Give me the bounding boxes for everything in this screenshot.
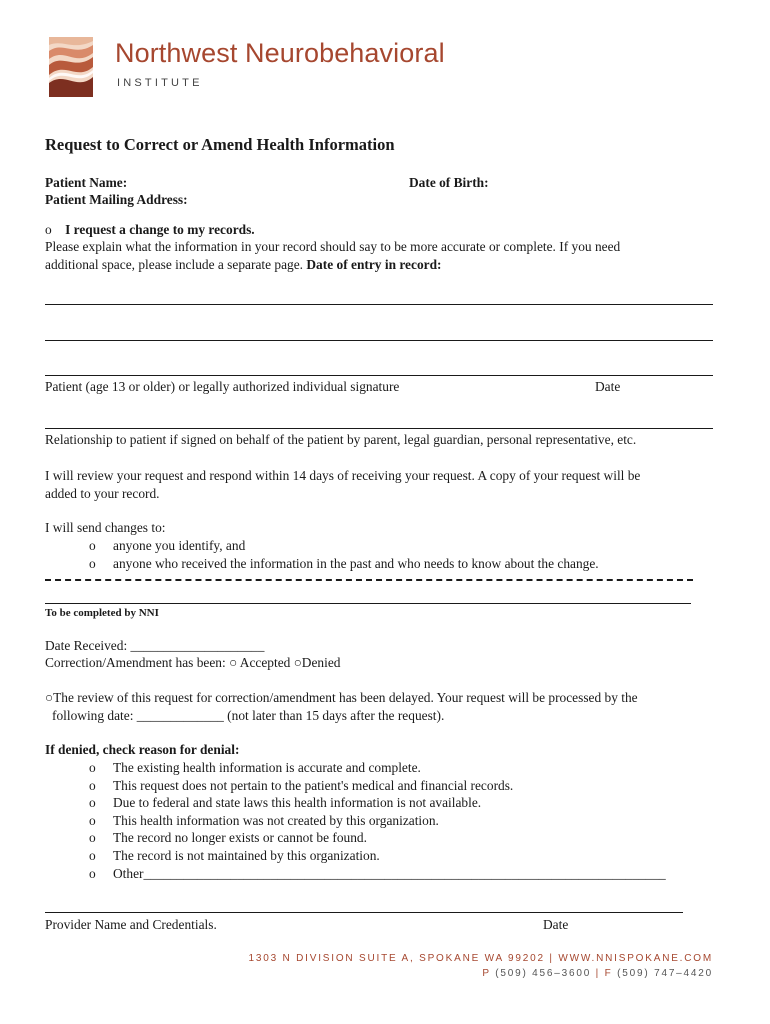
organization-subtitle: INSTITUTE: [117, 77, 203, 89]
date-of-entry-label: Date of entry in record:: [306, 257, 442, 272]
nni-wave-logo-icon: [49, 37, 93, 97]
section-separator-dashed: [45, 579, 693, 581]
footer-address: 1303 N DIVISION SUITE A, SPOKANE WA 99202 | WWW.NNISPOKANE.COM: [248, 953, 713, 964]
date-received-field[interactable]: Date Received: ____________________: [45, 638, 265, 653]
send-bullet: [89, 556, 599, 572]
request-change-option[interactable]: [45, 222, 255, 238]
footer-separator: |: [595, 968, 601, 979]
review-statement-line-1: I will review your request and respond within 14 days of receiving your request. A copy of your request will be: [45, 468, 641, 483]
office-section-heading: To be completed by NNI: [45, 607, 159, 619]
correction-status-row: [45, 655, 340, 671]
denial-reason-item[interactable]: [89, 795, 481, 811]
send-bullet: [89, 538, 245, 554]
fax-number: (509) 747–4420: [617, 968, 713, 979]
request-change-label: I request a change to my records.: [65, 222, 255, 237]
send-bullet-text: anyone you identify, and: [113, 538, 246, 553]
signature-line[interactable]: [45, 375, 713, 376]
denial-reason-text: The record is not maintained by this organization.: [113, 848, 380, 863]
denial-reason-text: This health information was not created by this organization.: [113, 813, 439, 828]
denied-option[interactable]: ○Denied: [293, 655, 341, 670]
denial-reason-item[interactable]: [89, 848, 380, 864]
phone-number: (509) 456–3600: [495, 968, 592, 979]
signature-label: Patient (age 13 or older) or legally authorized individual signature: [45, 379, 400, 394]
relationship-label: Relationship to patient if signed on behalf of the patient by parent, legal guardian, personal representative, etc.: [45, 432, 637, 447]
denial-reason-text: The existing health information is accurate and complete.: [113, 760, 421, 775]
explain-text-line-2: [45, 257, 442, 273]
phone-prefix: P: [482, 968, 491, 979]
correction-status-label: Correction/Amendment has been:: [45, 655, 226, 670]
denial-reason-checkbox[interactable]: o: [89, 795, 96, 810]
denial-reason-checkbox[interactable]: o: [89, 760, 96, 775]
provider-label: Provider Name and Credentials.: [45, 917, 217, 932]
explain-line-1[interactable]: [45, 304, 713, 305]
provider-date-label: Date: [543, 917, 569, 932]
explain-text-line-1: Please explain what the information in your record should say to be more accurate or complete. If you need: [45, 239, 621, 254]
denial-reason-item[interactable]: [89, 813, 439, 829]
denial-reason-text: Due to federal and state laws this health information is not available.: [113, 795, 482, 810]
bullet-marker: o: [89, 556, 96, 571]
section-separator-solid: [45, 603, 691, 604]
organization-name: Northwest Neurobehavioral: [115, 38, 445, 68]
denial-reason-checkbox[interactable]: o: [89, 778, 96, 793]
signature-date-label: Date: [595, 379, 621, 394]
date-of-birth-label: Date of Birth:: [409, 175, 489, 190]
delay-date-line[interactable]: following date: _____________ (not later than 15 days after the request).: [52, 708, 445, 723]
relationship-line[interactable]: [45, 428, 713, 429]
patient-mailing-address-label: Patient Mailing Address:: [45, 192, 188, 207]
denial-reason-checkbox[interactable]: o: [89, 830, 96, 845]
denial-heading: If denied, check reason for denial:: [45, 742, 240, 757]
patient-name-label: Patient Name:: [45, 175, 128, 190]
denial-reason-other-text[interactable]: Other______________________________________________________________________________: [113, 866, 666, 881]
denial-reason-item[interactable]: [89, 760, 421, 776]
fax-prefix: F: [604, 968, 613, 979]
request-change-radio[interactable]: o: [45, 222, 52, 237]
provider-signature-line[interactable]: [45, 912, 683, 913]
denial-reason-checkbox[interactable]: o: [89, 866, 96, 881]
bullet-marker: o: [89, 538, 96, 553]
send-bullet-text: anyone who received the information in the past and who needs to know about the change.: [113, 556, 599, 571]
explain-line-2[interactable]: [45, 340, 713, 341]
denial-reason-checkbox[interactable]: o: [89, 848, 96, 863]
form-title: Request to Correct or Amend Health Information: [45, 135, 395, 154]
footer-phone-fax: [482, 968, 713, 979]
denial-reason-checkbox[interactable]: o: [89, 813, 96, 828]
denial-reason-item[interactable]: [89, 866, 666, 882]
denial-reason-item[interactable]: [89, 778, 513, 794]
explain-text-line-2-text: additional space, please include a separate page.: [45, 257, 304, 272]
denial-reason-item[interactable]: [89, 830, 367, 846]
review-statement-line-2: added to your record.: [45, 486, 160, 501]
delay-option[interactable]: ○The review of this request for correction/amendment has been delayed. Your request will be processed by the: [45, 690, 638, 705]
denial-reason-text: The record no longer exists or cannot be found.: [113, 830, 367, 845]
denial-reason-text: This request does not pertain to the patient's medical and financial records.: [113, 778, 514, 793]
accepted-option[interactable]: ○ Accepted: [229, 655, 291, 670]
send-changes-label: I will send changes to:: [45, 520, 166, 535]
